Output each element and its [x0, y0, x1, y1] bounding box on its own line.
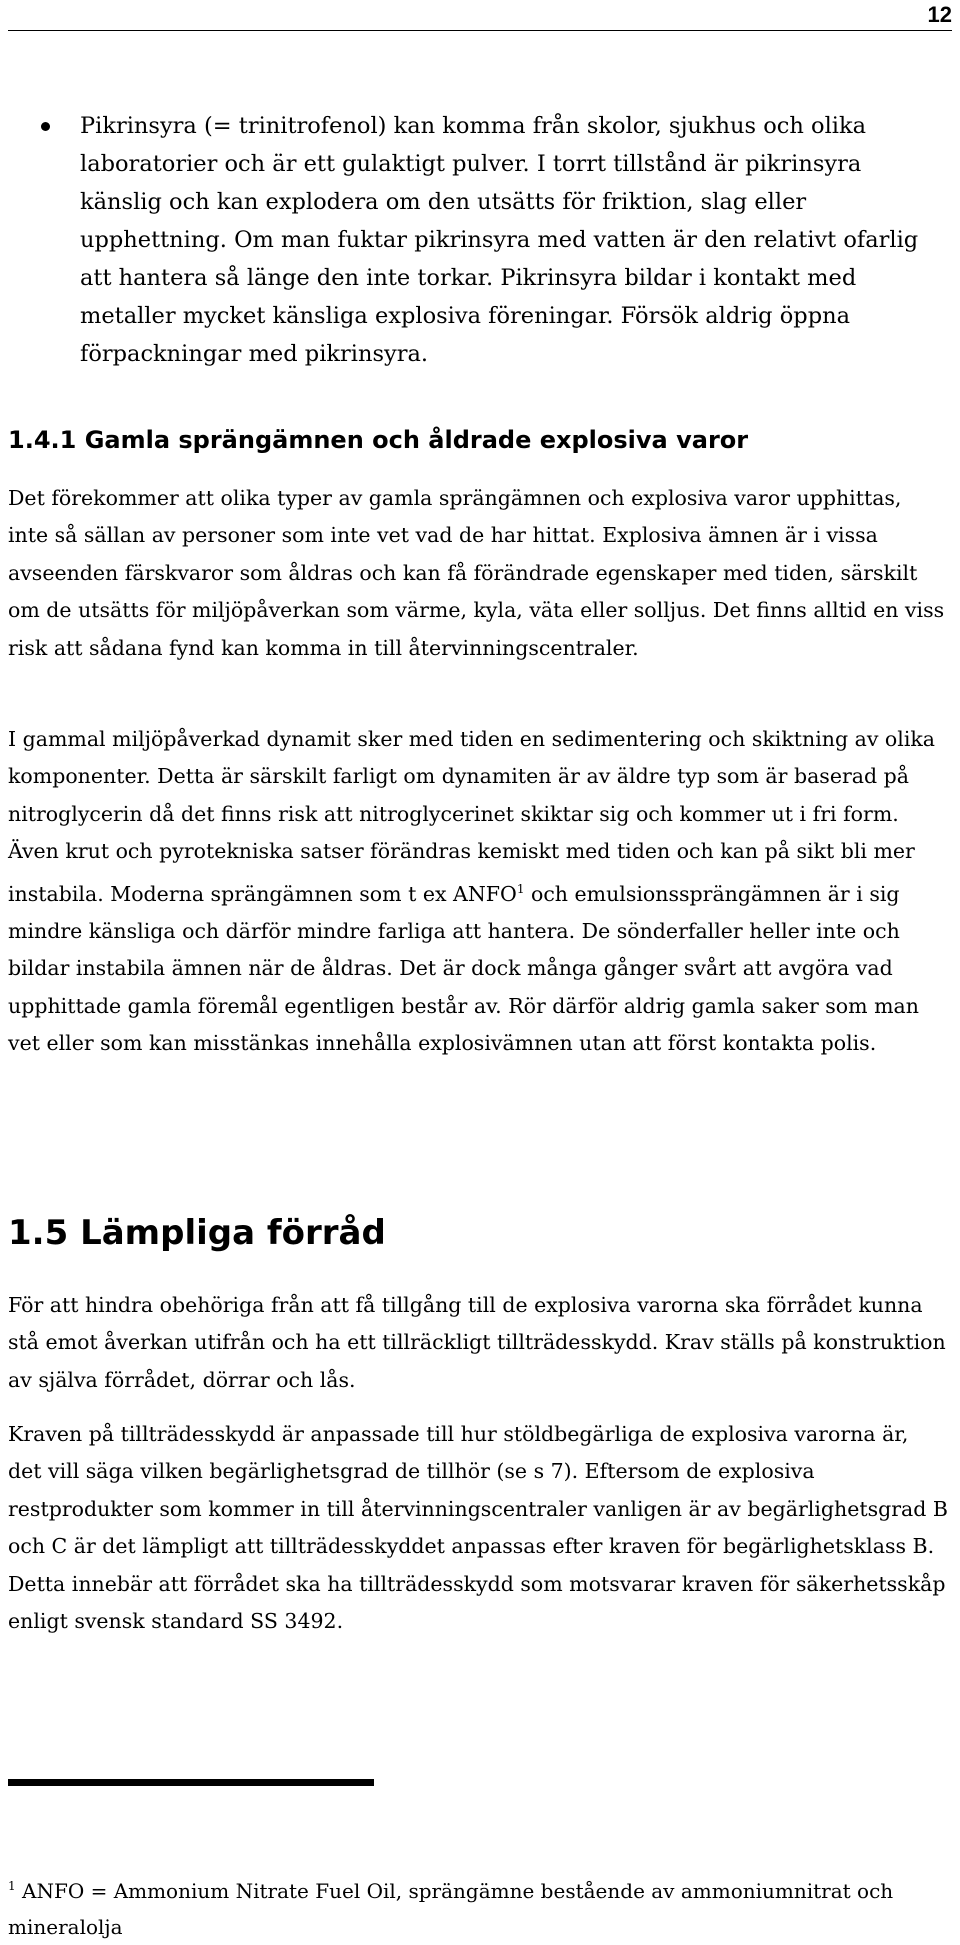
bullet-icon	[41, 122, 50, 131]
paragraph-storage-requirements: För att hindra obehöriga från att få tillgång till de explosiva varorna ska förrådet kunna stå emot åverkan utifrån och ha ett tillräckligt tillträdesskydd. Krav ställs på konstruktion av själva förrådet, dörrar och lås.	[8, 1293, 946, 1392]
footnote	[8, 1868, 948, 1945]
paragraph-dynamite	[8, 721, 948, 1063]
footnote-text: ANFO = Ammonium Nitrate Fuel Oil, sprängämne bestående av ammoniumnitrat och mineralolja	[8, 1879, 894, 1939]
paragraph-dynamite-text-a: I gammal miljöpåverkad dynamit sker med tiden en sedimentering och skiktning av olika komponenter. Detta är särskilt farligt om dynamiten är av äldre typ som är baserad på nitroglycerin då det finns risk att nitroglycerinet skiktar sig och kommer ut i fri form. Även krut och pyrotekniska satser förändras kemiskt med tiden och kan på sikt bli mer instabila. Moderna sprängämnen som t ex ANFO	[8, 727, 936, 906]
paragraph-access-protection: Kraven på tillträdesskydd är anpassade till hur stöldbegärliga de explosiva varorna är, det vill säga vilken begärlighetsgrad de tillhör (se s 7). Eftersom de explosiva restprodukter som kommer in till återvinningscentraler vanligen är av begärlighetsgrad B och C är det lämpligt att tillträdesskyddet anpassas efter kraven för begärlighetsklass B. Detta innebär att förrådet ska ha tillträdesskydd som motsvarar kraven för säkerhetsskåp enligt svensk standard SS 3492.	[8, 1422, 948, 1634]
heading-1-5: 1.5 Lämpliga förråd	[8, 1213, 386, 1253]
bullet-item-pikrinsyra: Pikrinsyra (= trinitrofenol) kan komma från skolor, sjukhus och olika laboratorier och är ett gulaktigt pulver. I torrt tillstånd är pikrinsyra känslig och kan explodera om den utsätts för friktion, slag eller upphettning. Om man fuktar pikrinsyra med vatten är den relativt ofarlig att hantera så länge den inte torkar. Pikrinsyra bildar i kontakt med metaller mycket känsliga explosiva föreningar. Försök aldrig öppna förpackningar med pikrinsyra.	[80, 113, 919, 367]
footnote-reference: 1	[516, 881, 525, 896]
paragraph-old-explosives: Det förekommer att olika typer av gamla sprängämnen och explosiva varor upphittas, inte så sällan av personer som inte vet vad de har hittat. Explosiva ämnen är i vissa avseenden färskvaror som åldras och kan få förändrade egenskaper med tiden, särskilt om de utsätts för miljöpåverkan som värme, kyla, väta eller solljus. Det finns alltid en viss risk att sådana fynd kan komma in till återvinningscentraler.	[8, 486, 945, 660]
page-number: 12	[927, 2, 952, 27]
header-rule	[8, 30, 952, 31]
heading-1-4-1: 1.4.1 Gamla sprängämnen och åldrade explosiva varor	[8, 426, 749, 454]
footnote-marker: 1	[8, 1879, 16, 1893]
paragraph-dynamite-text-b: och emulsionssprängämnen är i sig mindre känsliga och därför mindre farliga att hantera. De sönderfaller heller inte och bildar instabila ämnen när de åldras. Det är dock många gånger svårt att avgöra vad upphittade gamla föremål egentligen består av. Rör därför aldrig gamla saker som man vet eller som kan misstänkas innehålla explosivämnen utan att först kontakta polis.	[8, 881, 919, 1056]
footnote-rule	[8, 1779, 374, 1786]
